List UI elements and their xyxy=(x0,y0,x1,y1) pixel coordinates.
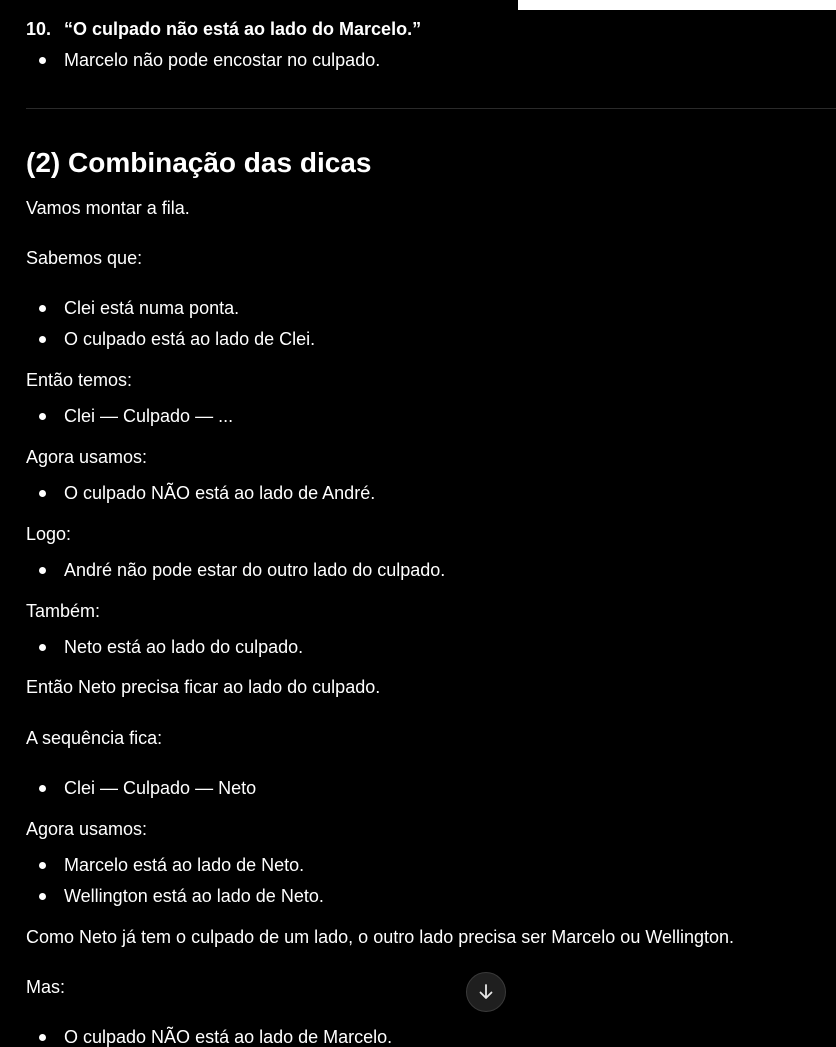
list-item: André não pode estar do outro lado do culpado. xyxy=(64,557,445,583)
item-number: 10. xyxy=(26,19,52,39)
scroll-to-bottom-button[interactable] xyxy=(466,972,506,1012)
paragraph: Vamos montar a fila. xyxy=(26,198,190,218)
list-item: O culpado NÃO está ao lado de Marcelo. xyxy=(64,1024,392,1047)
item-title: “O culpado não está ao lado do Marcelo.” xyxy=(64,19,422,39)
paragraph: Agora usamos: xyxy=(26,819,148,839)
list-item: Marcelo não pode encostar no culpado. xyxy=(64,47,380,73)
horizontal-divider xyxy=(26,108,836,109)
list-item: Clei — Culpado — Neto xyxy=(64,775,256,801)
paragraph: Mas: xyxy=(26,977,66,997)
paragraph: A sequência fica: xyxy=(26,728,163,748)
paragraph: Então Neto precisa ficar ao lado do culpado. xyxy=(26,677,381,697)
list-item: O culpado NÃO está ao lado de André. xyxy=(64,480,375,506)
list-item: Marcelo está ao lado de Neto. xyxy=(64,852,304,878)
top-white-strip xyxy=(518,0,836,10)
section-heading: (2) Combinação das dicas xyxy=(26,147,372,178)
arrow-down-icon xyxy=(476,982,496,1002)
paragraph: Também: xyxy=(26,601,101,621)
list-item: O culpado está ao lado de Clei. xyxy=(64,326,315,352)
paragraph: Sabemos que: xyxy=(26,248,143,268)
list-item: Clei está numa ponta. xyxy=(64,295,239,321)
paragraph: Como Neto já tem o culpado de um lado, o outro lado precisa ser Marcelo ou Wellington. xyxy=(26,927,735,947)
numbered-item-10 xyxy=(26,16,421,42)
paragraph: Agora usamos: xyxy=(26,447,148,467)
paragraph: Então temos: xyxy=(26,370,133,390)
paragraph: Logo: xyxy=(26,524,72,544)
list-item: Neto está ao lado do culpado. xyxy=(64,634,303,660)
list-item: Clei — Culpado — ... xyxy=(64,403,233,429)
list-item: Wellington está ao lado de Neto. xyxy=(64,883,324,909)
